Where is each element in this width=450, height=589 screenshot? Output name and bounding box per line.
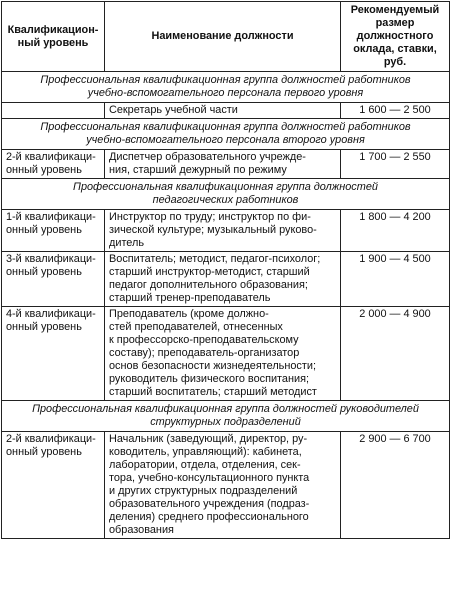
level-cell: 2-й квалификаци- онный уровень bbox=[2, 150, 105, 179]
header-level: Квалификацион- ный уровень bbox=[2, 2, 105, 72]
header-position: Наименование должности bbox=[105, 2, 341, 72]
salary-cell: 1 700 — 2 550 bbox=[341, 150, 450, 179]
header-salary: Рекомендуемый размер должностного оклада, ставки, руб. bbox=[341, 2, 450, 72]
level-cell: 1-й квалификаци- онный уровень bbox=[2, 210, 105, 252]
salary-cell: 1 600 — 2 500 bbox=[341, 103, 450, 119]
position-cell: Диспетчер образовательного учрежде- ния, старший дежурный по режиму bbox=[105, 150, 341, 179]
salary-cell: 1 900 — 4 500 bbox=[341, 252, 450, 307]
position-cell: Секретарь учебной части bbox=[105, 103, 341, 119]
table-row bbox=[2, 252, 450, 307]
table-row bbox=[2, 103, 450, 119]
header-row bbox=[2, 2, 450, 72]
group-row bbox=[2, 401, 450, 432]
group-row bbox=[2, 179, 450, 210]
level-cell: 3-й квалификаци- онный уровень bbox=[2, 252, 105, 307]
table-body bbox=[2, 72, 450, 539]
position-cell: Воспитатель; методист, педагог-психолог; старший инструктор-методист, старший педагог дополнительного образования; старший тренер-преподаватель bbox=[105, 252, 341, 307]
salary-cell: 1 800 — 4 200 bbox=[341, 210, 450, 252]
table-row bbox=[2, 210, 450, 252]
position-cell: Инструктор по труду; инструктор по фи- зической культуре; музыкальный руково- дитель bbox=[105, 210, 341, 252]
salary-cell: 2 000 — 4 900 bbox=[341, 307, 450, 401]
position-cell: Преподаватель (кроме должно- стей преподавателей, отнесенных к профессорско-преподавательскому составу); преподаватель-организатор основ безопасности жизнедеятельности; руководитель физического воспитания; старший воспитатель; старший методист bbox=[105, 307, 341, 401]
group-row bbox=[2, 72, 450, 103]
group-title: Профессиональная квалификационная группа должностей работников учебно-вспомогательного персонала первого уровня bbox=[2, 72, 450, 103]
group-title: Профессиональная квалификационная группа должностей педагогических работников bbox=[2, 179, 450, 210]
group-title: Профессиональная квалификационная группа должностей руководителей структурных подразделений bbox=[2, 401, 450, 432]
group-title: Профессиональная квалификационная группа должностей работников учебно-вспомогательного персонала второго уровня bbox=[2, 119, 450, 150]
table-row bbox=[2, 432, 450, 539]
table-row bbox=[2, 150, 450, 179]
level-cell: 4-й квалификаци- онный уровень bbox=[2, 307, 105, 401]
salary-table bbox=[1, 1, 450, 539]
level-cell bbox=[2, 103, 105, 119]
table-header bbox=[2, 2, 450, 72]
level-cell: 2-й квалификаци- онный уровень bbox=[2, 432, 105, 539]
group-row bbox=[2, 119, 450, 150]
table-row bbox=[2, 307, 450, 401]
salary-cell: 2 900 — 6 700 bbox=[341, 432, 450, 539]
position-cell: Начальник (заведующий, директор, ру- ководитель, управляющий): кабинета, лаборатории, отдела, отделения, сек- тора, учебно-консультационного пункта и других структурных подразделений образовательного учреждения (подраз- деления) среднего профессионального образования bbox=[105, 432, 341, 539]
